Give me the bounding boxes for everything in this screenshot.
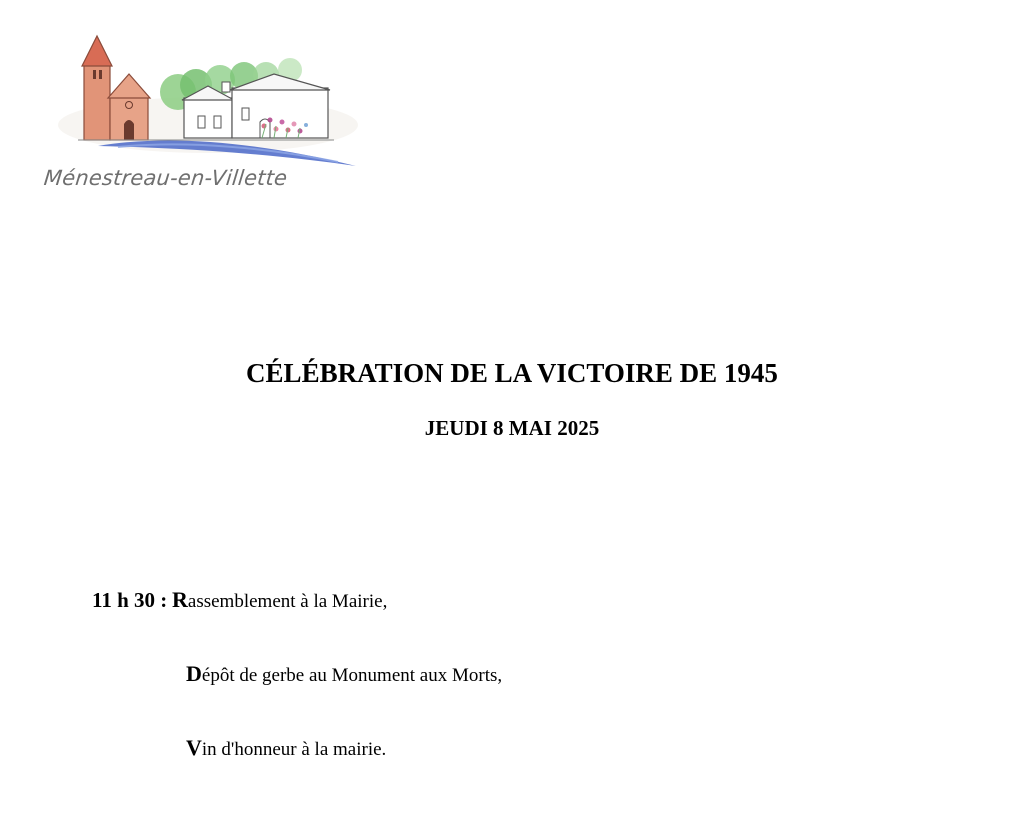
item-initial: V — [186, 735, 202, 760]
village-logo — [38, 30, 362, 202]
item-initial: D — [186, 661, 202, 686]
event-date: JEUDI 8 MAI 2025 — [424, 416, 600, 440]
schedule-line-reception — [186, 735, 386, 763]
schedule-line-gathering — [92, 587, 387, 615]
item-text: in d'honneur à la mairie. — [201, 739, 387, 760]
page-title: CÉLÉBRATION DE LA VICTOIRE DE 1945 — [246, 358, 778, 388]
item-text: assemblement à la Mairie, — [187, 591, 388, 612]
village-church-logo-icon — [38, 30, 362, 170]
logo-caption: Ménestreau-en-Villette — [42, 166, 289, 190]
schedule-time: 11 h 30 : — [92, 588, 168, 612]
item-text: épôt de gerbe au Monument aux Morts, — [201, 665, 503, 686]
schedule-line-wreath — [186, 661, 502, 689]
item-initial: R — [172, 587, 188, 612]
